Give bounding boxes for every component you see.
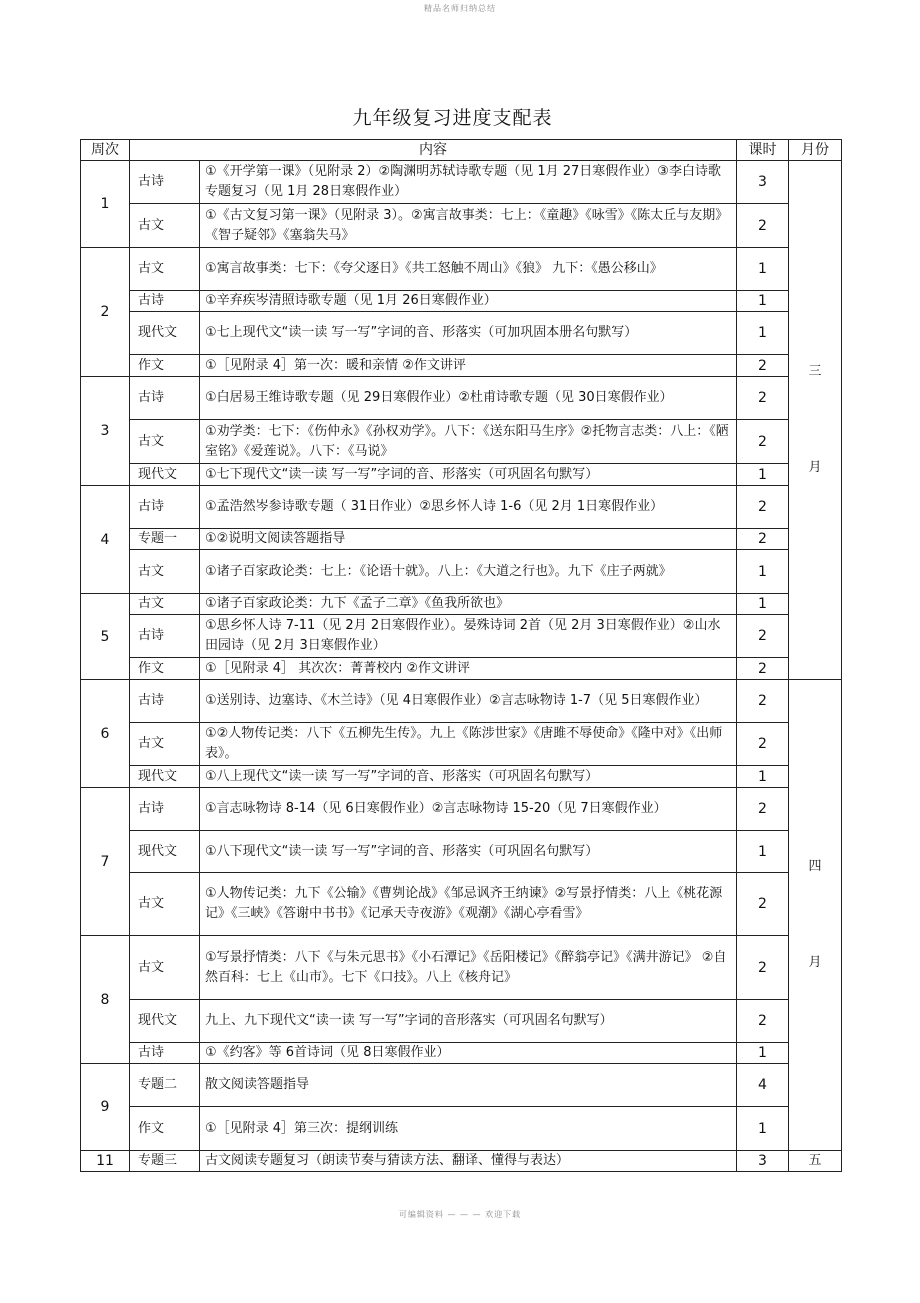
table-row: [81, 873, 842, 936]
hours-cell: 2: [737, 680, 789, 723]
hours-cell: 1: [737, 248, 789, 291]
content-cell: ①言志咏物诗 8-14（见 6日寒假作业）②言志咏物诗 15-20（见 7日寒假作业）: [200, 788, 737, 831]
schedule-table: [80, 139, 842, 1172]
table-row: [81, 936, 842, 1000]
header-hours: 课时: [737, 140, 789, 161]
table-row: [81, 291, 842, 312]
hours-cell: 1: [737, 464, 789, 486]
content-cell: ①写景抒情类：八下《与朱元思书》《小石潭记》《岳阳楼记》《醉翁亭记》《满井游记》 ②自然百科：七上《山市》。七下《口技》。八上《核舟记》: [200, 936, 737, 1000]
hours-cell: 3: [737, 1151, 789, 1172]
month-char: 四: [808, 859, 822, 874]
hours-cell: 3: [737, 161, 789, 204]
type-cell: 作文: [130, 1107, 200, 1151]
type-cell: 古诗: [130, 377, 200, 420]
content-cell: ①［见附录 4］第三次：提纲训练: [200, 1107, 737, 1151]
content-cell: ①［见附录 4］ 其次次：菁菁校内 ②作文讲评: [200, 658, 737, 680]
week-cell: 9: [81, 1064, 130, 1151]
month-cell: [789, 1151, 842, 1172]
table-row: [81, 486, 842, 529]
type-cell: 作文: [130, 355, 200, 377]
page-title: 九年级复习进度支配表: [352, 107, 553, 129]
content-cell: ①寓言故事类：七下：《夸父逐日》《共工怒触不周山》《狼》 九下：《愚公移山》: [200, 248, 737, 291]
type-cell: 古文: [130, 594, 200, 615]
type-cell: 现代文: [130, 312, 200, 355]
type-cell: 古文: [130, 420, 200, 464]
week-cell: 6: [81, 680, 130, 788]
type-cell: 古文: [130, 723, 200, 766]
month-char: 月: [808, 460, 822, 475]
content-cell: ①［见附录 4］第一次：暖和亲情 ②作文讲评: [200, 355, 737, 377]
type-cell: 古诗: [130, 486, 200, 529]
header-month: 月份: [789, 140, 842, 161]
week-cell: 1: [81, 161, 130, 248]
hours-cell: 2: [737, 936, 789, 1000]
footer-note: 可编辑资料 — — — 欢迎下载: [398, 1210, 522, 1219]
hours-cell: 2: [737, 486, 789, 529]
content-cell: ①人物传记类：九下《公输》《曹刿论战》《邹忌讽齐王纳谏》②写景抒情类：八上《桃花源记》《三峡》《答谢中书书》《记承天寺夜游》《观潮》《湖心亭看雪》: [200, 873, 737, 936]
hours-cell: 1: [737, 831, 789, 873]
content-cell: ①②说明文阅读答题指导: [200, 529, 737, 550]
hours-cell: 2: [737, 788, 789, 831]
hours-cell: 2: [737, 615, 789, 658]
hours-cell: 1: [737, 312, 789, 355]
content-cell: ①思乡怀人诗 7-11（见 2月 2日寒假作业）。晏殊诗词 2首（见 2月 3日寒假作业）②山水田园诗（见 2月 3日寒假作业）: [200, 615, 737, 658]
week-cell: 3: [81, 377, 130, 486]
content-cell: ①八上现代文“读一读 写一写”字词的音、形落实（可巩固名句默写）: [200, 766, 737, 788]
table-row: [81, 766, 842, 788]
type-cell: 古文: [130, 936, 200, 1000]
content-cell: ①辛弃疾岑清照诗歌专题（见 1月 26日寒假作业）: [200, 291, 737, 312]
header-content: 内容: [130, 140, 737, 161]
table-row: [81, 680, 842, 723]
content-cell: ①《约客》等 6首诗词（见 8日寒假作业）: [200, 1043, 737, 1064]
table-row: [81, 312, 842, 355]
content-cell: ①七上现代文“读一读 写一写”字词的音、形落实（可加巩固本册名句默写）: [200, 312, 737, 355]
week-cell: 11: [81, 1151, 130, 1172]
type-cell: 古文: [130, 873, 200, 936]
type-cell: 专题二: [130, 1064, 200, 1107]
month-char: 五: [808, 1153, 822, 1168]
table-row: [81, 248, 842, 291]
table-row: [81, 420, 842, 464]
table-row: [81, 377, 842, 420]
type-cell: 古诗: [130, 1043, 200, 1064]
table-row: [81, 204, 842, 248]
month-cell: [789, 161, 842, 680]
type-cell: 古文: [130, 204, 200, 248]
table-row: [81, 529, 842, 550]
table-row: [81, 723, 842, 766]
content-cell: 九上、九下现代文“读一读 写一写”字词的音形落实（可巩固名句默写）: [200, 1000, 737, 1043]
content-cell: ①②人物传记类：八下《五柳先生传》。九上《陈涉世家》《唐雎不辱使命》《隆中对》《出师表》。: [200, 723, 737, 766]
week-cell: 2: [81, 248, 130, 377]
type-cell: 古诗: [130, 788, 200, 831]
content-cell: ①劝学类：七下：《伤仲永》《孙权劝学》。八下：《送东阳马生序》②托物言志类：八上：《陋室铭》《爱莲说》。八下：《马说》: [200, 420, 737, 464]
type-cell: 古文: [130, 550, 200, 594]
type-cell: 古文: [130, 248, 200, 291]
content-cell: 古文阅读专题复习（朗读节奏与猜读方法、翻译、懂得与表达）: [200, 1151, 737, 1172]
table-row: [81, 1000, 842, 1043]
hours-cell: 2: [737, 658, 789, 680]
month-char: 月: [808, 955, 822, 970]
table-row: [81, 1151, 842, 1172]
table-row: [81, 161, 842, 204]
table-row: [81, 788, 842, 831]
table-row: [81, 355, 842, 377]
hours-cell: 2: [737, 529, 789, 550]
content-cell: ①白居易王维诗歌专题（见 29日寒假作业）②杜甫诗歌专题（见 30日寒假作业）: [200, 377, 737, 420]
hours-cell: 1: [737, 550, 789, 594]
table-row: [81, 615, 842, 658]
header-note: 精品名师归纳总结: [424, 4, 496, 13]
content-cell: ①七下现代文“读一读 写一写”字词的音、形落实（可巩固名句默写）: [200, 464, 737, 486]
week-cell: 5: [81, 594, 130, 680]
content-cell: ①送别诗、边塞诗、《木兰诗》（见 4日寒假作业）②言志咏物诗 1-7（见 5日寒假作业）: [200, 680, 737, 723]
hours-cell: 1: [737, 594, 789, 615]
table-row: [81, 1043, 842, 1064]
table-row: [81, 464, 842, 486]
type-cell: 专题三: [130, 1151, 200, 1172]
type-cell: 古诗: [130, 291, 200, 312]
type-cell: 现代文: [130, 831, 200, 873]
header-week: 周次: [81, 140, 130, 161]
table-header-row: [81, 140, 842, 161]
type-cell: 现代文: [130, 766, 200, 788]
table-row: [81, 658, 842, 680]
hours-cell: 4: [737, 1064, 789, 1107]
hours-cell: 1: [737, 766, 789, 788]
type-cell: 专题一: [130, 529, 200, 550]
week-cell: 4: [81, 486, 130, 594]
content-cell: ①诸子百家政论类：七上：《论语十就》。八上：《大道之行也》。九下《庄子两就》: [200, 550, 737, 594]
content-cell: ①《开学第一课》（见附录 2）②陶渊明苏轼诗歌专题（见 1月 27日寒假作业）③李白诗歌专题复习（见 1月 28日寒假作业）: [200, 161, 737, 204]
hours-cell: 2: [737, 873, 789, 936]
month-cell: [789, 680, 842, 1151]
type-cell: 现代文: [130, 464, 200, 486]
type-cell: 现代文: [130, 1000, 200, 1043]
week-cell: 8: [81, 936, 130, 1064]
hours-cell: 2: [737, 204, 789, 248]
month-char: 三: [808, 364, 822, 379]
hours-cell: 2: [737, 355, 789, 377]
hours-cell: 2: [737, 377, 789, 420]
content-cell: ①《古文复习第一课》（见附录 3）。②寓言故事类：七上：《童趣》《咏雪》《陈太丘与友期》《智子疑邻》《塞翁失马》: [200, 204, 737, 248]
hours-cell: 2: [737, 1000, 789, 1043]
content-cell: ①诸子百家政论类：九下《孟子二章》《鱼我所欲也》: [200, 594, 737, 615]
table-row: [81, 550, 842, 594]
hours-cell: 1: [737, 1043, 789, 1064]
type-cell: 古诗: [130, 161, 200, 204]
content-cell: ①八下现代文“读一读 写一写”字词的音、形落实（可巩固名句默写）: [200, 831, 737, 873]
hours-cell: 2: [737, 420, 789, 464]
type-cell: 古诗: [130, 680, 200, 723]
table-row: [81, 594, 842, 615]
hours-cell: 2: [737, 723, 789, 766]
content-cell: ①孟浩然岑参诗歌专题（ 31日作业）②思乡怀人诗 1-6（见 2月 1日寒假作业）: [200, 486, 737, 529]
table-row: [81, 831, 842, 873]
type-cell: 古诗: [130, 615, 200, 658]
hours-cell: 1: [737, 291, 789, 312]
week-cell: 7: [81, 788, 130, 936]
table-row: [81, 1064, 842, 1107]
type-cell: 作文: [130, 658, 200, 680]
table-row: [81, 1107, 842, 1151]
hours-cell: 1: [737, 1107, 789, 1151]
content-cell: 散文阅读答题指导: [200, 1064, 737, 1107]
